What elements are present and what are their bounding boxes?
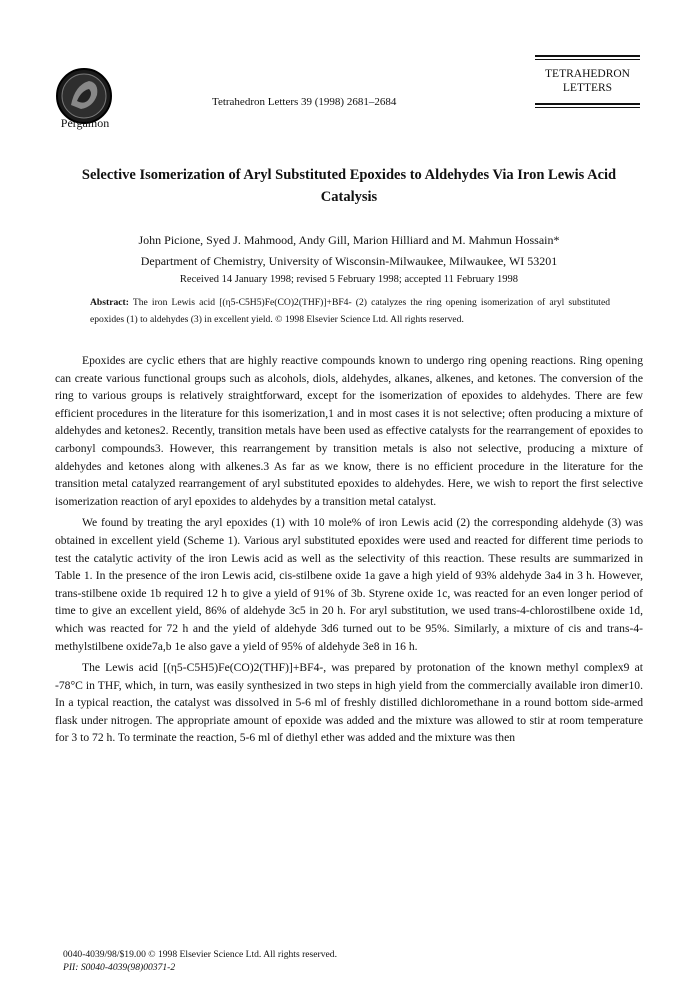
journal-name-line1: TETRAHEDRON: [545, 68, 630, 80]
abstract-text: The iron Lewis acid [(η5-C5H5)Fe(CO)2(THF)]+BF4- (2) catalyzes the ring opening isomerization of aryl substituted epoxides (1) to aldehydes (3) in excellent yield. © 1998 Elsevier Science Ltd. All rights reserved.: [90, 297, 610, 325]
paragraph-3: The Lewis acid [(η5-C5H5)Fe(CO)2(THF)]+BF4-, was prepared by protonation of the known methyl complex9 at -78°C in THF, which, in turn, was easily synthesized in two steps in high yield from the commercially available iron dimer10. In a typical reaction, the catalyst was dissolved in 5-6 ml of freshly distilled dichloromethane in a round bottom side-armed flask under nitrogen. The appropriate amount of epoxide was added and the mixture was allowed to stir at room temperature for 3 to 72 h. To terminate the reaction, 5-6 ml of diethyl ether was added and the mixture was then: [55, 661, 643, 745]
article-title: Selective Isomerization of Aryl Substituted Epoxides to Aldehydes Via Iron Lewis Acid Catalysis: [81, 167, 617, 205]
body-text: [55, 352, 643, 751]
affiliation: Department of Chemistry, University of Wisconsin-Milwaukee, Milwaukee, WI 53201: [140, 254, 558, 268]
masthead-rule-bottom: [535, 103, 640, 105]
journal-masthead: [535, 55, 640, 108]
journal-name-line2: LETTERS: [562, 82, 613, 94]
paragraph-1: Epoxides are cyclic ethers that are highly reactive compounds known to undergo ring opening reactions. Ring opening can create various functional groups such as alcohols, diols, aldehydes, alkanes, alkenes, and ketones. The conversion of the ring to various groups is relatively straightforward, except for the isomerization of epoxides to aldehydes. There are few efficient procedures in the literature for this isomerization,1 and in most cases it is not selective; often producing a mixture of aldehydes and ketones2. Recently, transition metals have been used as effective catalysts for the rearrangement of epoxides to carbonyl compounds3. However, this rearrangement by transition metals is also not selective, producing a mixture of aldehydes and ketones along with alkenes.3 As far as we know, there is no efficient procedure in the literature for the transition metal catalyzed rearrangement of aryl substituted epoxides to aldehydes. Here, we wish to report the first selective isomerization reaction of aryl epoxides to aldehydes by a transition metal catalyst.: [55, 354, 643, 508]
footer-issn-line: 0040-4039/98/$19.00 © 1998 Elsevier Science Ltd. All rights reserved.: [63, 949, 337, 960]
journal-name: [535, 67, 640, 95]
publisher-name: Pergamon: [60, 116, 110, 130]
abstract: [90, 294, 610, 328]
footer-pii-line: PII: S0040-4039(98)00371-2: [63, 962, 176, 973]
abstract-label: Abstract:: [90, 297, 129, 308]
received-dates: Received 14 January 1998; revised 5 February 1998; accepted 11 February 1998: [179, 274, 519, 285]
masthead-rule-top: [535, 55, 640, 57]
masthead-rule-bottom-thin: [535, 107, 640, 108]
journal-citation: Tetrahedron Letters 39 (1998) 2681–2684: [212, 96, 397, 108]
author-list: John Picione, Syed J. Mahmood, Andy Gill, Marion Hilliard and M. Mahmun Hossain*: [138, 233, 560, 247]
footer-copyright: [63, 948, 337, 974]
paragraph-2: We found by treating the aryl epoxides (1) with 10 mole% of iron Lewis acid (2) the corresponding aldehyde (3) was obtained in excellent yield (Scheme 1). Various aryl substituted epoxides were used and reacted for different time periods to test the catalytic activity of the iron Lewis acid as well as the selectivity of this reaction. These results are summarized in Table 1. In the presence of the iron Lewis acid, cis-stilbene oxide 1a gave a high yield of 93% aldehyde 3a4 in 3 h. However, trans-stilbene oxide 1b required 12 h to give a yield of 91% of 3b. Styrene oxide 1c, was reacted for an even longer period of time to give an excellent yield, 86% of aldehyde 3c5 in 20 h. For aryl substitution, we used trans-4-chlorostilbene oxide 1d, which was reacted for 72 h and the yield of aldehyde 3d6 turned out to be 95%. Similarly, a mixture of cis and trans-4-methylstilbene oxide7a,b 1e also gave a yield of 95% of aldehyde 3e8 in 16 h.: [55, 516, 643, 653]
masthead-rule-top-thin: [535, 59, 640, 60]
